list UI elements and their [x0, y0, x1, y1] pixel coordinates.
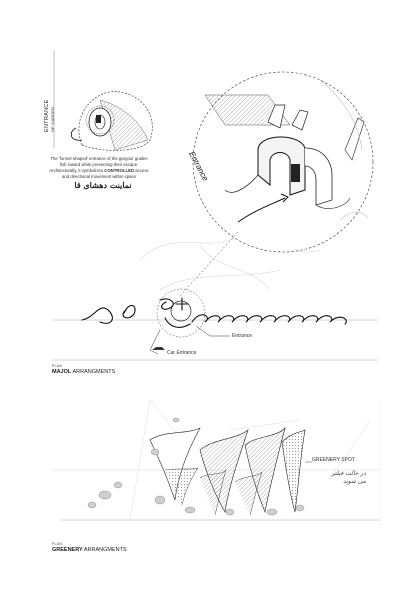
majol-plan-small: PLAN	[52, 364, 62, 368]
greenery-title-rest: ARRANGMENTS	[83, 547, 127, 553]
car-icon	[152, 347, 165, 350]
greenery-plan-small: PLAN	[52, 542, 62, 546]
description-pre: The 'funnel-shaped' entrance of the gargoor guides fish inward while preventing their escape. Architecturally, it symbolizes	[49, 156, 148, 173]
majol-entrance-circle	[157, 289, 205, 337]
entrance-label-sub: OF GARDEN	[51, 106, 55, 132]
greenery-handwritten-note: در حالت فیلتر می شوند	[331, 470, 366, 485]
majol-title-rest: ARRANGMENTS	[72, 369, 116, 375]
arabic-caption: نماينت دهشاى قا	[74, 180, 132, 190]
majol-arrangement	[82, 298, 346, 327]
description-post: access and directional movement within space	[61, 168, 149, 179]
detail-circle	[193, 72, 373, 252]
entrance-dome-sketch	[71, 92, 152, 151]
entrance-description	[49, 156, 149, 180]
description-bold: CONTROLLED	[104, 168, 135, 173]
majol-title-bold: MAJOL	[52, 369, 72, 375]
detail-entrance-label: Entrance	[187, 150, 211, 183]
majol-plan-axes	[52, 320, 378, 360]
car-entrance-label: Car Entrance	[167, 350, 197, 356]
majol-plan-title	[52, 369, 115, 375]
greenery-plan-title	[52, 547, 127, 553]
majol-entrance-label: Entrance	[232, 333, 253, 339]
entrance-label-main: ENTRANCE	[44, 99, 50, 132]
greenery-title-bold: GREENERY	[52, 547, 83, 553]
entrance-vertical-label	[44, 56, 104, 132]
greenery-spot-label: GREENERY SPOT	[312, 457, 355, 463]
detail-leader	[180, 232, 238, 296]
